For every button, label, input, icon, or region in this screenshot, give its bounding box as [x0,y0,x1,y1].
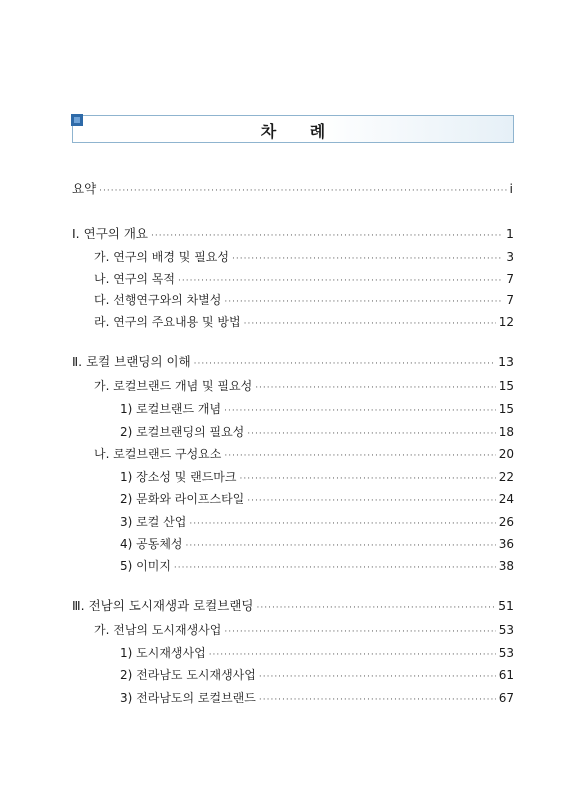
toc-page: i [509,181,513,196]
leader-dots [224,624,495,640]
page-title: 차 례 [260,122,340,141]
leader-dots [247,426,495,442]
leader-dots [151,228,503,244]
toc-entry-chapter-3[interactable] [72,598,514,616]
toc-entry-2-ga[interactable] [94,378,514,396]
toc-label: 2) 전라남도 도시재생사업 [120,668,256,682]
toc-entry-chapter-1[interactable] [72,226,514,244]
toc-entry-3-ga-1[interactable] [120,645,514,663]
leader-dots [224,294,503,310]
toc-page: 53 [498,623,514,637]
toc-title-box [72,115,514,143]
leader-dots [255,380,496,396]
leader-dots [194,356,495,372]
toc-entry-1-ra[interactable] [94,314,514,332]
leader-dots [257,600,496,616]
toc-page: 38 [498,559,514,573]
toc-label: 다. 선행연구와의 차별성 [94,293,222,307]
leader-dots [186,538,496,554]
toc-label: 3) 로컬 산업 [120,515,187,529]
toc-page: 7 [506,293,514,307]
toc-page: 26 [498,515,514,529]
leader-dots [240,471,496,487]
toc-entry-2-na[interactable] [94,446,514,464]
leader-dots [259,669,496,685]
toc-page: 1 [506,226,514,241]
toc-page: 36 [498,537,514,551]
toc-entry-2-na-5[interactable] [120,558,514,576]
toc-entry-1-ga[interactable] [94,249,514,267]
toc-page: 51 [498,598,514,613]
toc-entry-2-na-4[interactable] [120,536,514,554]
toc-page: 7 [506,272,514,286]
leader-dots [247,493,495,509]
toc-page: 3 [506,250,514,264]
toc-label: Ⅰ. 연구의 개요 [72,226,148,241]
leader-dots [174,560,496,576]
toc-label: 1) 로컬브랜드 개념 [120,402,222,416]
toc-entry-3-ga-3[interactable] [120,690,514,708]
toc-entry-3-ga[interactable] [94,622,514,640]
toc-entry-chapter-2[interactable] [72,354,514,372]
toc-page: 15 [498,379,514,393]
toc-entry-summary[interactable] [72,181,513,199]
toc-label: 라. 연구의 주요내용 및 방법 [94,315,241,329]
toc-entry-2-na-1[interactable] [120,469,514,487]
toc-label: 요약 [72,181,97,196]
toc-label: 나. 로컬브랜드 구성요소 [94,447,222,461]
leader-dots [244,316,496,332]
toc-label: 3) 전라남도의 로컬브랜드 [120,691,256,705]
leader-dots [232,251,503,267]
toc-label: 2) 로컬브랜딩의 필요성 [120,425,245,439]
toc-label: 2) 문화와 라이프스타일 [120,492,245,506]
toc-label: Ⅲ. 전남의 도시재생과 로컬브랜딩 [72,598,254,613]
toc-entry-2-ga-2[interactable] [120,424,514,442]
toc-page: 67 [498,691,514,705]
toc-entry-1-da[interactable] [94,292,514,310]
leader-dots [209,647,496,663]
toc-label: 가. 로컬브랜드 개념 및 필요성 [94,379,253,393]
toc-page: 12 [498,315,514,329]
toc-page: 20 [498,447,514,461]
leader-dots [224,403,496,419]
leader-dots [189,516,495,532]
toc-label: 1) 도시재생사업 [120,646,206,660]
toc-label: Ⅱ. 로컬 브랜딩의 이해 [72,354,191,369]
toc-entry-2-na-3[interactable] [120,514,514,532]
toc-page: 61 [498,668,514,682]
leader-dots [224,448,495,464]
toc-page: 13 [498,354,514,369]
toc-page: 18 [498,425,514,439]
toc-page: 15 [498,402,514,416]
toc-page: 53 [498,646,514,660]
toc-label: 나. 연구의 목적 [94,272,175,286]
leader-dots [178,273,503,289]
toc-entry-1-na[interactable] [94,271,514,289]
toc-label: 가. 전남의 도시재생사업 [94,623,222,637]
toc-label: 5) 이미지 [120,559,171,573]
toc-page: 22 [498,470,514,484]
toc-entry-2-na-2[interactable] [120,491,514,509]
toc-page: 24 [498,492,514,506]
toc-label: 가. 연구의 배경 및 필요성 [94,250,229,264]
toc-entry-3-ga-2[interactable] [120,667,514,685]
toc-label: 1) 장소성 및 랜드마크 [120,470,237,484]
toc-label: 4) 공동체성 [120,537,183,551]
leader-dots [259,692,496,708]
toc-entry-2-ga-1[interactable] [120,401,514,419]
leader-dots [99,183,506,199]
